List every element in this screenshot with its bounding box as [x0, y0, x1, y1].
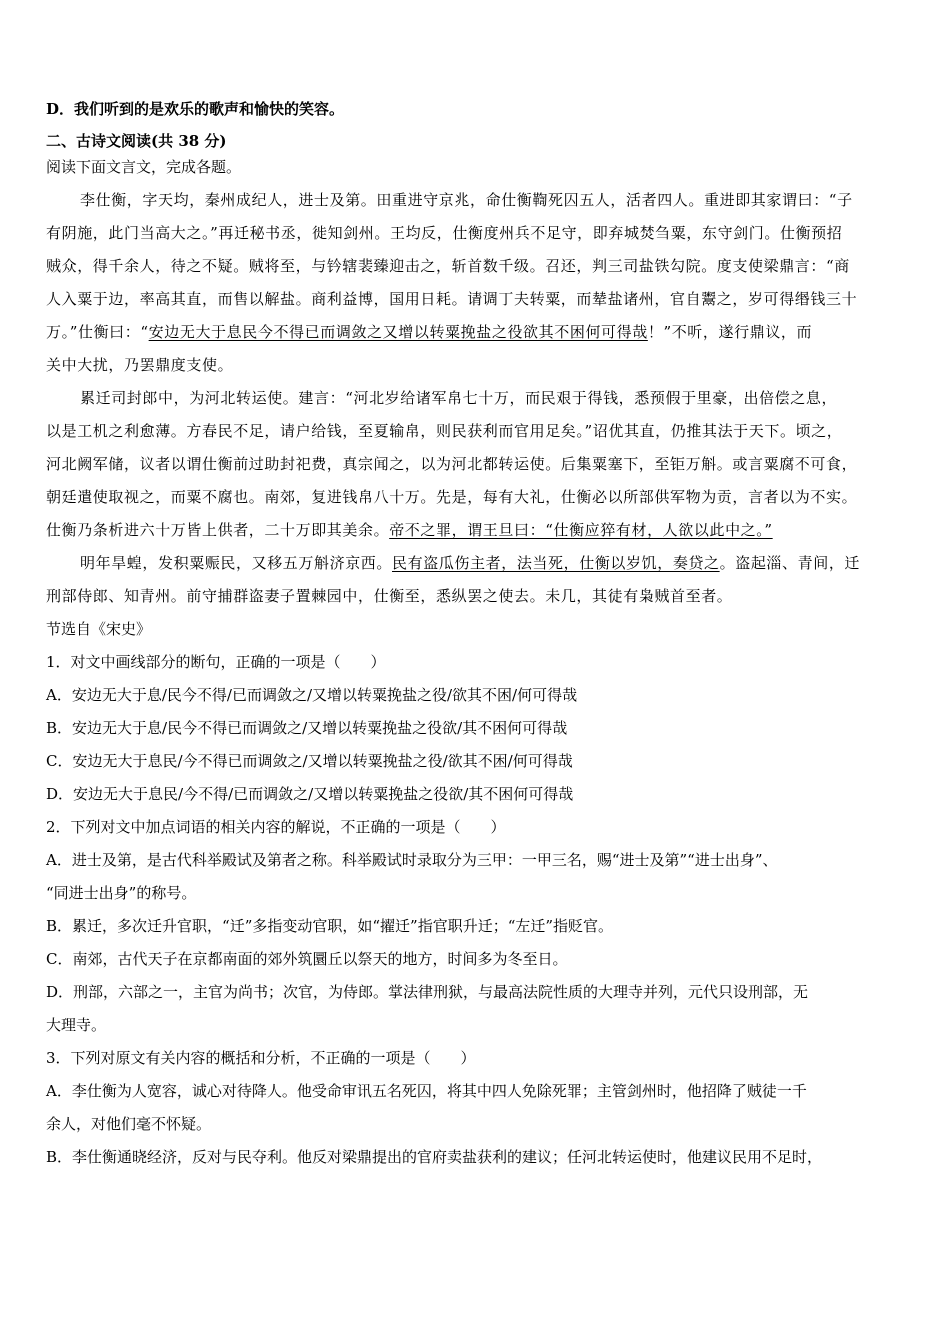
question-1: [46, 646, 908, 811]
passage-line: 河北阙军储，议者以谓仕衡前过助封祀费，真宗闻之，以为河北都转运使。后集粟塞下，至钜万斛。或言粟腐不可食，: [46, 455, 858, 473]
previous-option-d: D．我们听到的是欢乐的歌声和愉快的笑容。: [46, 100, 345, 118]
passage-text: ！”不听，遂行鼎议，而: [647, 323, 813, 341]
passage-line: 朝廷遣使取视之，而粟不腐也。南郊，复进钱帛八十万。先是，每有大礼，仕衡必以所部供军物为贡，言者以为不实。: [46, 488, 858, 506]
option-b: B．安边无大于息/民今不得已而调敛之/又增以转粟挽盐之役欲/其不困何可得哉: [46, 719, 568, 737]
heading-block: [46, 96, 908, 180]
option-d-continued: 大理寺。: [46, 1016, 107, 1034]
option-a-continued: “同进士出身”的称号。: [46, 884, 197, 902]
passage-text: 明年旱蝗，发积粟赈民，又移五万斛济京西。: [80, 554, 393, 572]
underlined-sentence-2: 帝不之罪，谓王旦曰：“仕衡应猝有材，人欲以此中之。”: [389, 521, 773, 539]
option-b: B．李仕衡通晓经济，反对与民夺利。他反对梁鼎提出的官府卖盐获利的建议；任河北转运使时，他建议民用不足时，: [46, 1148, 823, 1166]
passage-line: 人入粟于边，率高其直，而售以解盐。商利益博，国用日耗。请调丁夫转粟，而辇盐诸州，官自鬻之，岁可得缗钱三十: [46, 290, 858, 308]
source-note: 节选自《宋史》: [46, 620, 152, 638]
option-a: A．李仕衡为人宽容，诚心对待降人。他受命审讯五名死囚，将其中四人免除死罪；主管剑州时，他招降了贼徒一千: [46, 1082, 807, 1100]
passage-line: [46, 514, 908, 547]
underlined-sentence-3: 民有盗瓜伤主者，法当死，仕衡以岁饥，奏贷之: [392, 554, 720, 572]
option-b: B．累迁，多次迁升官职，“迁”多指变动官职，如“擢迁”指官职升迁；“左迁”指贬官。: [46, 917, 614, 935]
passage-text: 仕衡乃条析进六十万皆上供者，二十万即其美余。: [46, 521, 390, 539]
option-d: D．安边无大于息民/今不得/已而调敛之/又增以转粟挽盐之役欲/其不困何可得哉: [46, 785, 574, 803]
passage-line: 刑部侍郎、知青州。前守捕群盗妻子置棘园中，仕衡至，悉纵罢之使去。未几，其徒有枭贼首至者。: [46, 587, 733, 605]
section-heading: 二、古诗文阅读(共 38 分): [46, 132, 227, 150]
question-stem: 1．对文中画线部分的断句，正确的一项是（ ）: [46, 653, 386, 671]
classical-passage: [46, 184, 908, 613]
option-d: D．刑部，六部之一，主官为尚书；次官，为侍郎。掌法律刑狱，与最高法院性质的大理寺并列，元代只设刑部，无: [46, 983, 809, 1001]
instruction: 阅读下面文言文，完成各题。: [46, 158, 242, 176]
passage-text: 万。”仕衡曰：“: [46, 323, 149, 341]
document-page: [46, 96, 908, 1174]
passage-line: 贼众，得千余人，待之不疑。贼将至，与钤辖裴臻迎击之，斩首数千级。召还，判三司盐铁勾院。度支使梁鼎言：“商: [46, 257, 850, 275]
question-3: [46, 1042, 908, 1174]
passage-line: 李仕衡，字天均，秦州成纪人，进士及第。田重进守京兆，命仕衡鞫死囚五人，活者四人。重进即其家谓曰：“子: [80, 191, 853, 209]
option-a-continued: 余人，对他们毫不怀疑。: [46, 1115, 212, 1133]
question-stem: 2．下列对文中加点词语的相关内容的解说，不正确的一项是（ ）: [46, 818, 506, 836]
passage-line: [46, 547, 908, 580]
passage-line: 累迁司封郎中，为河北转运使。建言：“河北岁给诸军帛七十万，而民艰于得钱，悉预假于里豪，出倍偿之息，: [80, 389, 838, 407]
passage-line: [46, 316, 908, 349]
option-c: C．安边无大于息民/今不得已而调敛之/又增以转粟挽盐之役/欲其不困/何可得哉: [46, 752, 573, 770]
passage-line: 有阴施，此门当高大之。”再迁秘书丞，徙知剑州。王均反，仕衡度州兵不足守，即弃城焚刍粟，东守剑门。仕衡预招: [46, 224, 843, 242]
option-a: A．安边无大于息/民今不得/已而调敛之/又增以转粟挽盐之役/欲其不困/何可得哉: [46, 686, 578, 704]
passage-line: 关中大扰，乃罢鼎度支使。: [46, 356, 234, 374]
question-stem: 3．下列对原文有关内容的概括和分析，不正确的一项是（ ）: [46, 1049, 476, 1067]
option-a: A．进士及第，是古代科举殿试及第者之称。科举殿试时录取分为三甲：一甲三名，赐“进士及第”“进士出身”、: [46, 851, 778, 869]
passage-text: 。盗起淄、青间，迁: [719, 554, 861, 572]
option-c: C．南郊，古代天子在京都南面的郊外筑圜丘以祭天的地方，时间多为冬至日。: [46, 950, 568, 968]
passage-line: 以是工机之利愈薄。方春民不足，请户给钱，至夏输帛，则民获利而官用足矣。”诏优其直，仍推其法于天下。顷之，: [46, 422, 843, 440]
question-2: [46, 811, 908, 1042]
underlined-sentence-1: 安边无大于息民今不得已而调敛之又增以转粟挽盐之役欲其不困何可得哉: [148, 323, 648, 341]
